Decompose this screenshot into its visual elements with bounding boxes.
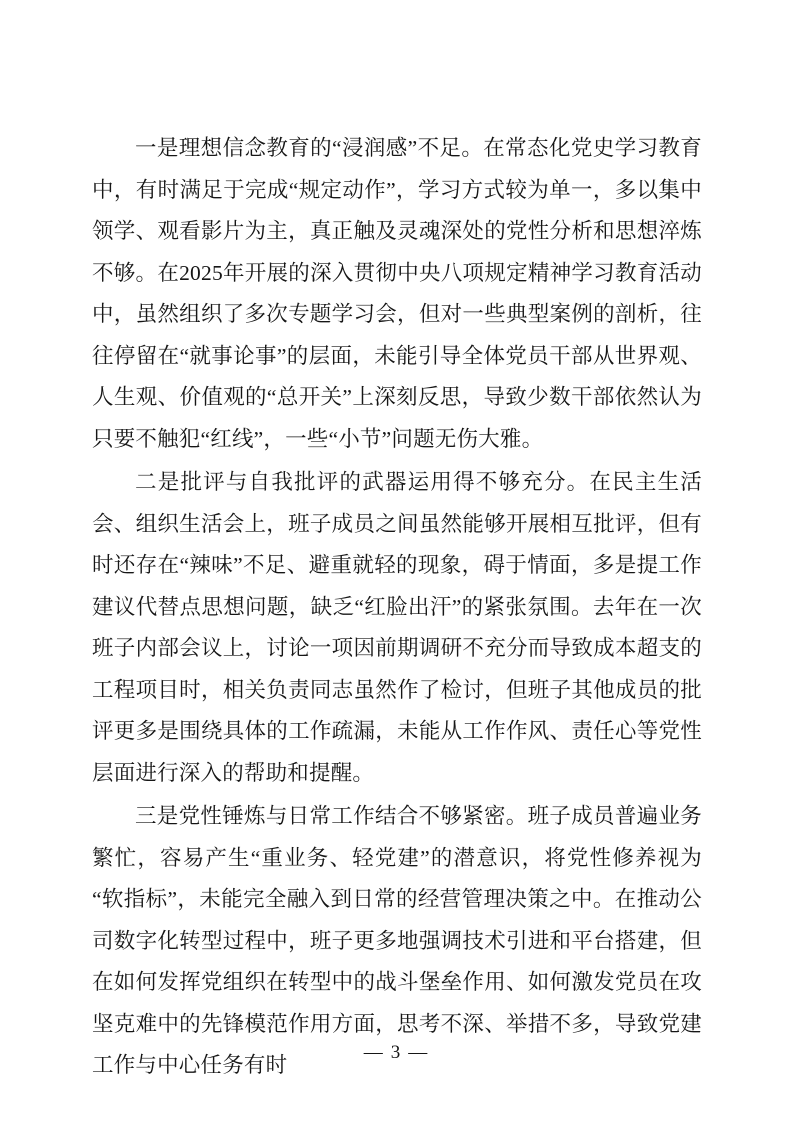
paragraph-1: 一是理想信念教育的“浸润感”不足。在常态化党史学习教育中，有时满足于完成“规定动作”，学习方式较为单一，多以集中领学、观看影片为主，真正触及灵魂深处的党性分析和思想淬炼不够。在2025年开展的深入贯彻中央八项规定精神学习教育活动中，虽然组织了多次专题学习会，但对一些典型案例的剖析，往往停留在“就事论事”的层面，未能引导全体党员干部从世界观、人生观、价值观的“总开关”上深刻反思，导致少数干部依然认为只要不触犯“红线”，一些“小节”问题无伤大雅。 bbox=[92, 136, 702, 451]
footer-left-dash: — bbox=[363, 1042, 385, 1063]
document-body bbox=[92, 128, 702, 1087]
paragraph-2: 二是批评与自我批评的武器运用得不够充分。在民主生活会、组织生活会上，班子成员之间虽然能够开展相互批评，但有时还存在“辣味”不足、避重就轻的现象，碍于情面，多是提工作建议代替点思想问题，缺乏“红脸出汗”的紧张氛围。去年在一次班子内部会议上，讨论一项因前期调研不充分而导致成本超支的工程项目时，相关负责同志虽然作了检讨，但班子其他成员的批评更多是围绕具体的工作疏漏，未能从工作作风、责任心等党性层面进行深入的帮助和提醒。 bbox=[92, 470, 702, 785]
page-number-value: 3 bbox=[390, 1042, 403, 1063]
footer-right-dash: — bbox=[408, 1042, 430, 1063]
page-footer bbox=[0, 1042, 793, 1064]
paragraph-3: 三是党性锤炼与日常工作结合不够紧密。班子成员普遍业务繁忙，容易产生“重业务、轻党建”的潜意识，将党性修养视为“软指标”，未能完全融入到日常的经营管理决策之中。在推动公司数字化转型过程中，班子更多地强调技术引进和平台搭建，但在如何发挥党组织在转型中的战斗堡垒作用、如何激发党员在攻坚克难中的先锋模范作用方面，思考不深、举措不多，导致党建工作与中心任务有时 bbox=[92, 804, 702, 1077]
